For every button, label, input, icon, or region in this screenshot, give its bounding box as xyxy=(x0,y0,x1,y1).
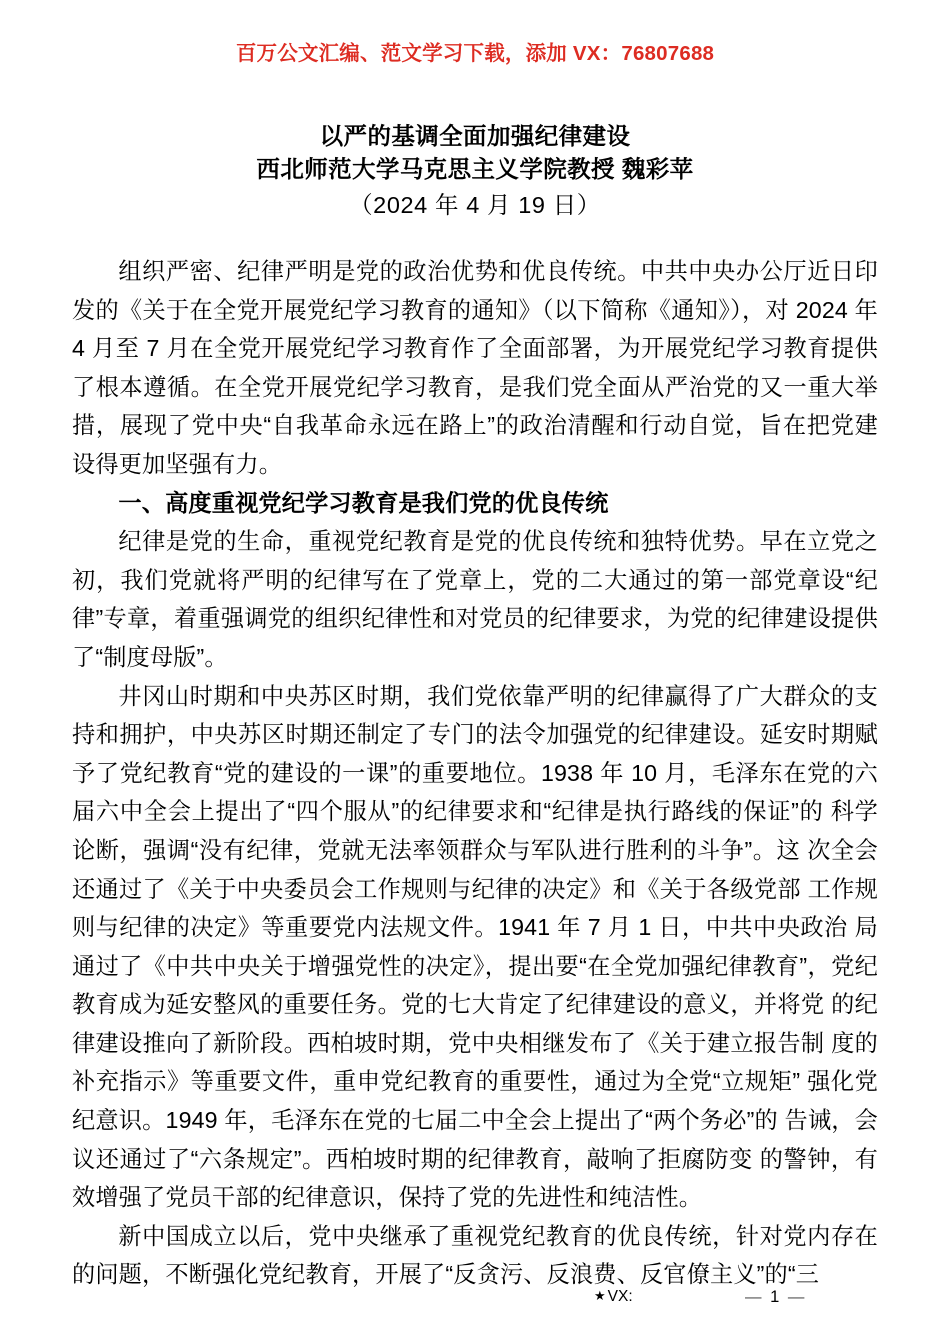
page-footer xyxy=(0,1288,950,1318)
document-body xyxy=(72,252,878,1294)
page-number: 1 xyxy=(770,1288,782,1306)
document-date: （2024 年 4 月 19 日） xyxy=(349,192,601,218)
page-dash-right: — xyxy=(787,1288,807,1306)
paragraph-3: 井冈山时期和中央苏区时期，我们党依靠严明的纪律赢得了广大群众的支持和拥护，中央苏区时期还制定了专门的法令加强党的纪律建设。延安时期赋 予了党纪教育“党的建设的一课”的重要地位。1938 年 10 月，毛泽东在党的六届六中全会上提出了“四个服从”的纪律要求和“纪律是执行路线的保证”的 科学论断，强调“没有纪律，党就无法率领群众与军队进行胜利的斗争”。这 次全会还通过了《关于中央委员会工作规则与纪律的决定》和《关于各级党部 工作规则与纪律的决定》等重要党内法规文件。1941 年 7 月 1 日，中共中央政治 局通过了《中共中央关于增强党性的决定》，提出要“在全党加强纪律教育”，党纪教育成为延安整风的重要任务。党的七大肯定了纪律建设的意义，并将党 的纪律建设推向了新阶段。西柏坡时期，党中央相继发布了《关于建立报告制 度的补充指示》等重要文件，重申党纪教育的重要性，通过为全党“立规矩” 强化党纪意识。1949 年，毛泽东在党的七届二中全会上提出了“两个务必”的 告诫，会议还通过了“六条规定”。西柏坡时期的纪律教育，敲响了拒腐防变 的警钟，有效增强了党员干部的纪律意识，保持了党的先进性和纯洁性。 xyxy=(72,682,878,1211)
footer-vx-note xyxy=(594,1288,633,1306)
page-number-indicator xyxy=(745,1288,806,1307)
paragraph-4: 新中国成立以后，党中央继承了重视党纪教育的优良传统，针对党内存在的问题，不断强化党纪教育，开展了“反贪污、反浪费、反官僚主义”的“三 xyxy=(72,1222,878,1288)
title-block xyxy=(0,120,950,222)
document-author: 西北师范大学马克思主义学院教授 魏彩苹 xyxy=(256,156,694,182)
document-title: 以严的基调全面加强纪律建设 xyxy=(319,123,631,149)
paragraph-2: 纪律是党的生命，重视党纪教育是党的优良传统和独特优势。早在立党之初，我们党就将严明的纪律写在了党章上，党的二大通过的第一部党章设“纪律”专章，着重强调党的组织纪律性和对党员的纪律要求，为党的纪律建设提供了“制度母版”。 xyxy=(72,528,878,670)
footer-vx-label: VX: xyxy=(607,1288,633,1305)
section-heading-1: 一、高度重视党纪学习教育是我们党的优良传统 xyxy=(118,489,609,516)
promo-banner: 百万公文汇编、范文学习下载，添加 VX：76807688 xyxy=(235,42,715,65)
paragraph-1: 组织严密、纪律严明是党的政治优势和优良传统。中共中央办公厅近日印发的《关于在全党开展党纪学习教育的通知》（以下简称《通知》），对 2024 年 4 月至 7 月在全党开展党纪学习教育作了全面部署，为开展党纪学习教育提供了根本遵循。在全党开展党纪学习教育，是我们党全面从严治党的又一重大举措，展现了党中央“自我革命永远在路上”的政治清醒和行动自觉，旨在把党建设得更加坚强有力。 xyxy=(72,258,878,477)
star-icon: ★ xyxy=(594,1288,606,1303)
page-dash-left: — xyxy=(745,1288,764,1306)
